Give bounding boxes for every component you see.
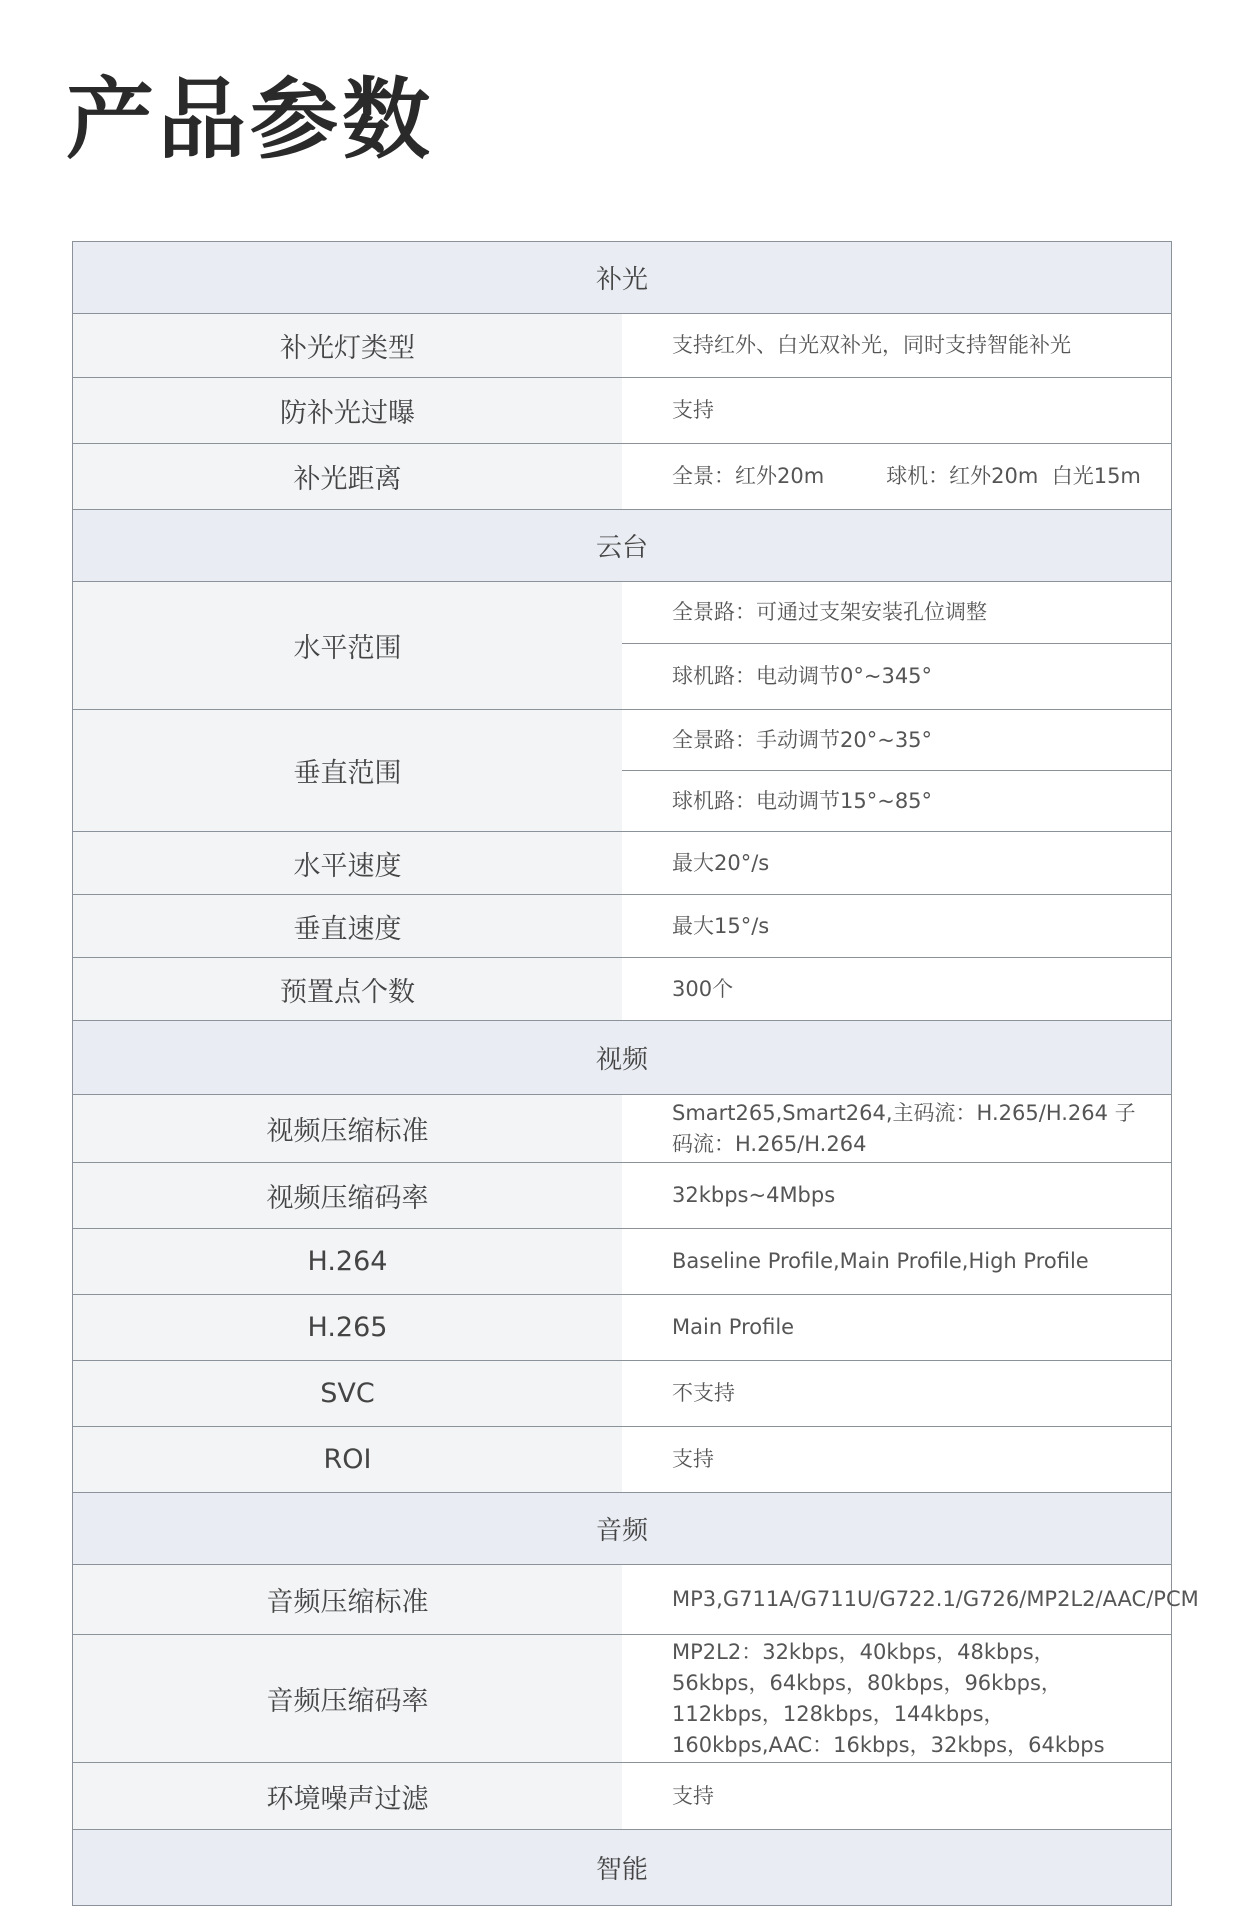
spec-value: Main Profile [622,1295,1172,1361]
section-title: 补光 [73,242,1172,314]
spec-label: 防补光过曝 [73,378,623,444]
spec-value: 不支持 [622,1361,1172,1427]
spec-value-part: 球机：红外20m 白光15m [886,464,1141,488]
spec-label: 水平范围 [73,582,623,710]
section-header [73,1021,1172,1095]
spec-value: 全景路：手动调节20°~35° [622,710,1172,771]
spec-label: H.265 [73,1295,623,1361]
spec-row [73,444,1172,510]
spec-row [73,710,1172,771]
spec-row [73,832,1172,895]
spec-value: 支持 [622,1427,1172,1493]
spec-row [73,1763,1172,1830]
spec-row [73,314,1172,378]
section-title: 云台 [73,510,1172,582]
spec-row [73,1361,1172,1427]
spec-table [72,241,1199,1906]
spec-label: 补光灯类型 [73,314,623,378]
spec-label: 补光距离 [73,444,623,510]
spec-value: 支持红外、白光双补光，同时支持智能补光 [622,314,1172,378]
spec-label: H.264 [73,1229,623,1295]
spec-label: 预置点个数 [73,958,623,1021]
spec-row [73,1229,1172,1295]
section-header [73,242,1172,314]
spec-value: 最大20°/s [622,832,1172,895]
spec-label: 音频压缩码率 [73,1635,623,1763]
spec-row [73,378,1172,444]
spec-label: 水平速度 [73,832,623,895]
spec-row [73,582,1172,644]
spec-label: ROI [73,1427,623,1493]
spec-value-part: 全景：红外20m [672,464,825,488]
section-title: 智能 [73,1830,1172,1906]
spec-value: Smart265,Smart264,主码流：H.265/H.264 子码流：H.265/H.264 [622,1095,1172,1163]
spec-row [73,1095,1172,1163]
spec-value [622,444,1172,510]
spec-value: 支持 [622,378,1172,444]
spec-label: 环境噪声过滤 [73,1763,623,1830]
spec-row [73,1295,1172,1361]
spec-value: 最大15°/s [622,895,1172,958]
spec-label: 音频压缩标准 [73,1565,623,1635]
spec-value: 支持 [622,1763,1172,1830]
section-header [73,1830,1172,1906]
spec-value: 球机路：电动调节15°~85° [622,771,1172,832]
spec-row [73,1635,1172,1763]
section-title: 视频 [73,1021,1172,1095]
spec-label: 视频压缩码率 [73,1163,623,1229]
spec-label: 垂直范围 [73,710,623,832]
spec-value: 32kbps~4Mbps [622,1163,1172,1229]
spec-row [73,958,1172,1021]
spec-value: MP3,G711A/G711U/G722.1/G726/MP2L2/AAC/PCM [622,1565,1172,1635]
spec-row [73,1427,1172,1493]
spec-row [73,1163,1172,1229]
spec-label: 视频压缩标准 [73,1095,623,1163]
spec-row [73,895,1172,958]
spec-label: SVC [73,1361,623,1427]
spec-value: 球机路：电动调节0°~345° [622,644,1172,710]
spec-row [73,1565,1172,1635]
spec-value: 全景路：可通过支架安装孔位调整 [622,582,1172,644]
section-header [73,510,1172,582]
section-header [73,1493,1172,1565]
spec-value: Baseline Profile,Main Profile,High Profile [622,1229,1172,1295]
spec-label: 垂直速度 [73,895,623,958]
spec-value: MP2L2：32kbps，40kbps，48kbps，56kbps，64kbps，80kbps，96kbps，112kbps，128kbps，144kbps，160kbps,AAC：16kbps，32kbps，64kbps [622,1635,1172,1763]
spec-value: 300个 [622,958,1172,1021]
page-title: 产品参数 [66,68,435,171]
section-title: 音频 [73,1493,1172,1565]
